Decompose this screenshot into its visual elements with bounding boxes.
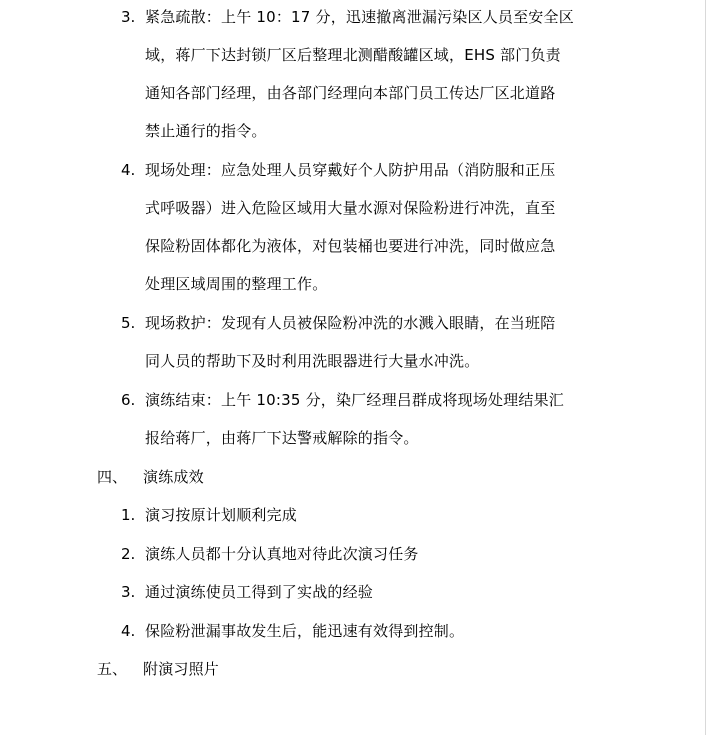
list-item: 演习按原计划顺利完成 <box>145 506 298 524</box>
item-number: 4. <box>121 161 136 179</box>
paragraph-line: 式呼吸器）进入危险区域用大量水源对保险粉进行冲洗，直至 <box>145 199 556 217</box>
page-edge-rule <box>705 0 706 735</box>
list-item-number: 2. <box>121 545 136 563</box>
list-item: 保险粉泄漏事故发生后，能迅速有效得到控制。 <box>145 622 465 640</box>
paragraph-line: 域，蒋厂下达封锁厂区后整理北测醋酸罐区域，EHS 部门负责 <box>145 46 561 64</box>
section-title: 附演习照片 <box>143 660 220 678</box>
paragraph-line: 报给蒋厂，由蒋厂下达警戒解除的指令。 <box>145 429 419 447</box>
paragraph-line: 通知各部门经理，由各部门经理向本部门员工传达厂区北道路 <box>145 84 556 102</box>
list-item-number: 4. <box>121 622 136 640</box>
paragraph-line: 现场处理：应急处理人员穿戴好个人防护用品（消防服和正压 <box>145 161 556 179</box>
list-item: 演练人员都十分认真地对待此次演习任务 <box>145 545 419 563</box>
section-title: 演练成效 <box>143 468 204 486</box>
item-number: 6. <box>121 391 136 409</box>
item-number: 5. <box>121 314 136 332</box>
section-number: 四、 <box>97 468 128 486</box>
paragraph-line: 紧急疏散：上午 10：17 分，迅速撤离泄漏污染区人员至安全区 <box>145 8 574 26</box>
section-number: 五、 <box>97 660 128 678</box>
list-item-number: 1. <box>121 506 136 524</box>
paragraph-line: 现场救护：发现有人员被保险粉冲洗的水溅入眼睛，在当班陪 <box>145 314 556 332</box>
list-item-number: 3. <box>121 583 136 601</box>
paragraph-line: 禁止通行的指令。 <box>145 122 267 140</box>
item-number: 3. <box>121 8 136 26</box>
paragraph-line: 同人员的帮助下及时利用洗眼器进行大量水冲洗。 <box>145 352 480 370</box>
paragraph-line: 处理区域周围的整理工作。 <box>145 275 328 293</box>
list-item: 通过演练使员工得到了实战的经验 <box>145 583 374 601</box>
paragraph-line: 保险粉固体都化为液体，对包装桶也要进行冲洗，同时做应急 <box>145 237 556 255</box>
paragraph-line: 演练结束：上午 10:35 分，染厂经理吕群成将现场处理结果汇 <box>145 391 564 409</box>
